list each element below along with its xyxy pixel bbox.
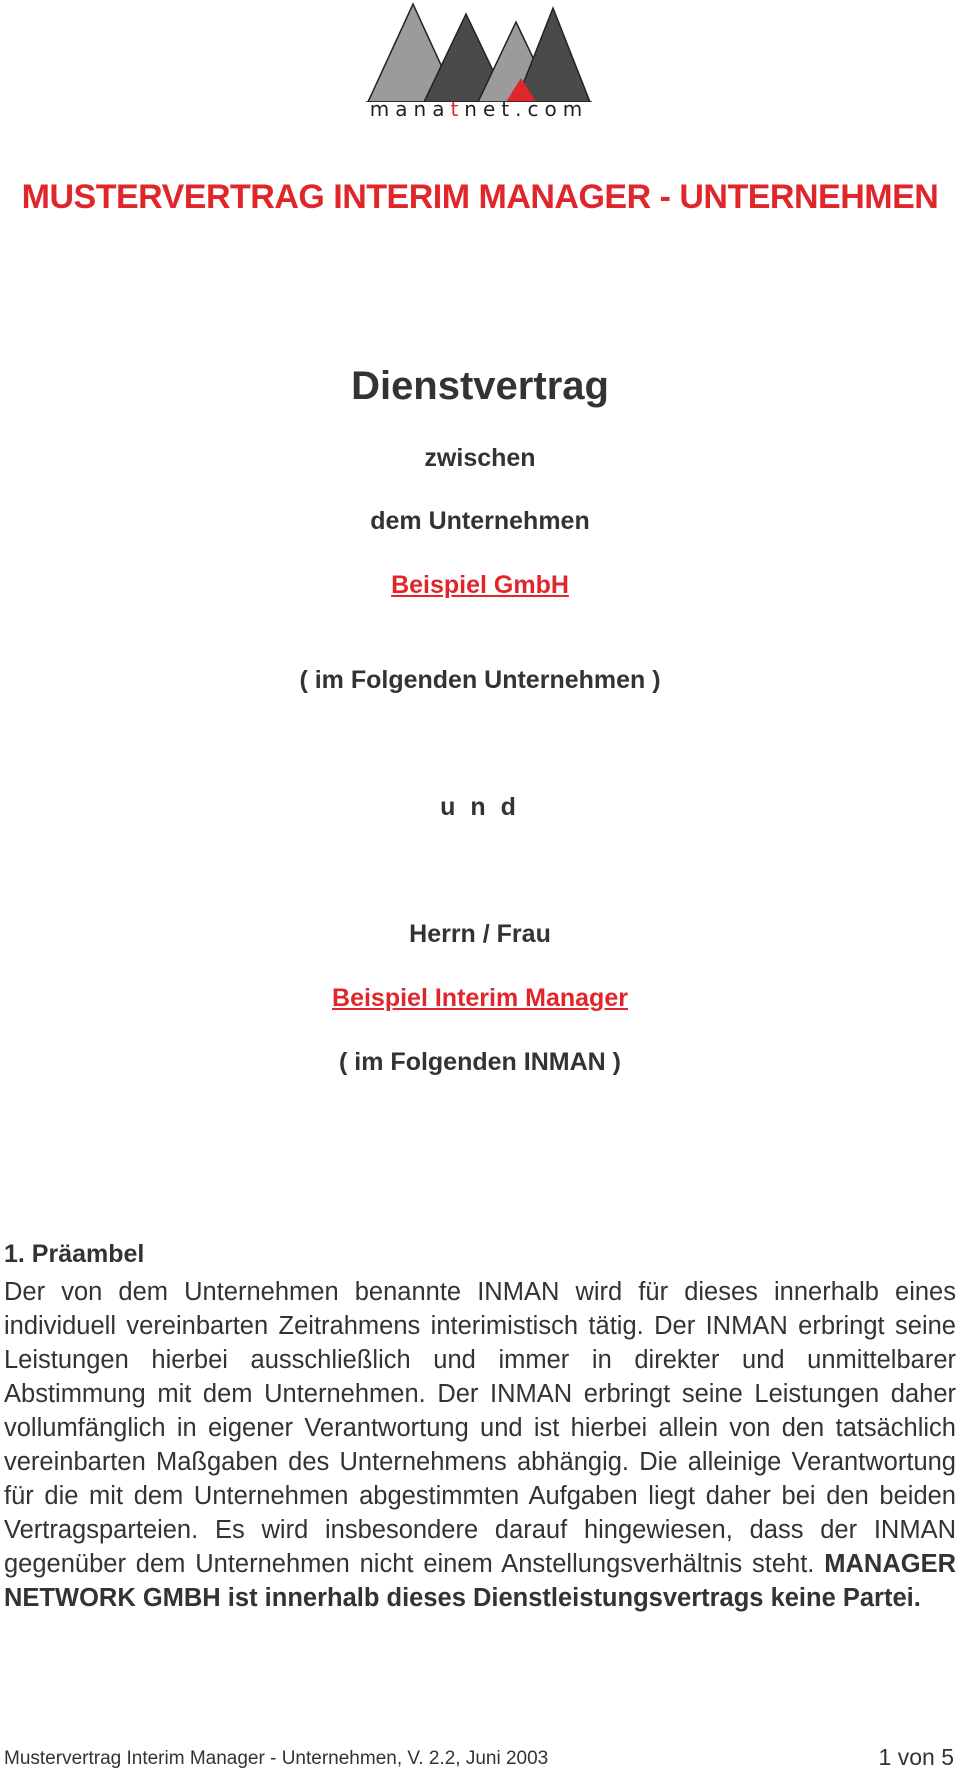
company-short-name-note: ( im Folgenden Unternehmen ) xyxy=(299,666,661,694)
footer-page-number: 1 von 5 xyxy=(878,1744,954,1770)
person-short-name-note: ( im Folgenden INMAN ) xyxy=(339,1048,621,1076)
section-body-text: Der von dem Unternehmen benannte INMAN wird für dieses innerhalb eines individuell vereinbarten Zeitrahmens interimistisch tätig. Der INMAN erbringt seine Leistungen hierbei ausschließlich und immer in direkter und unmittelbarer Abstimmung mit dem Unternehmen. Der INMAN erbringt seine Leistungen daher vollumfänglich in eigener Verantwortung und ist hierbei allein von den tatsächlich vereinbarten Maßgaben des Unternehmens abhängig. Die alleinige Verantwortung für die mit dem Unternehmen abgestimmten Aufgaben liegt daher bei den beiden Vertragsparteien. Es wird insbesondere darauf hingewiesen, dass der INMAN gegenüber dem Unternehmen nicht einem Anstellungsverhältnis steht. xyxy=(4,1278,956,1578)
document-main-title: MUSTERVERTRAG INTERIM MANAGER - UNTERNEHMEN xyxy=(21,178,939,216)
company-name: Beispiel GmbH xyxy=(391,571,569,599)
contract-type-heading: Dienstvertrag xyxy=(351,364,609,408)
section-body xyxy=(4,1275,956,1615)
person-label: Herrn / Frau xyxy=(409,920,551,948)
person-name: Beispiel Interim Manager xyxy=(332,984,628,1012)
section-preamble xyxy=(4,1240,956,1615)
logo-wordmark: manatnet.com xyxy=(369,97,589,121)
company-label: dem Unternehmen xyxy=(370,507,590,535)
mountain-logo-icon xyxy=(366,2,592,102)
section-body-bold-text: MANAGER NETWORK GMBH ist innerhalb dieses Dienstleistungsvertrags keine Partei. xyxy=(4,1550,957,1612)
and-separator: u n d xyxy=(440,793,520,821)
section-heading: 1. Präambel xyxy=(4,1240,145,1268)
manatnet-logo xyxy=(366,2,592,124)
between-label: zwischen xyxy=(424,444,536,472)
footer-document-info: Mustervertrag Interim Manager - Unternehmen, V. 2.2, Juni 2003 xyxy=(4,1748,549,1769)
